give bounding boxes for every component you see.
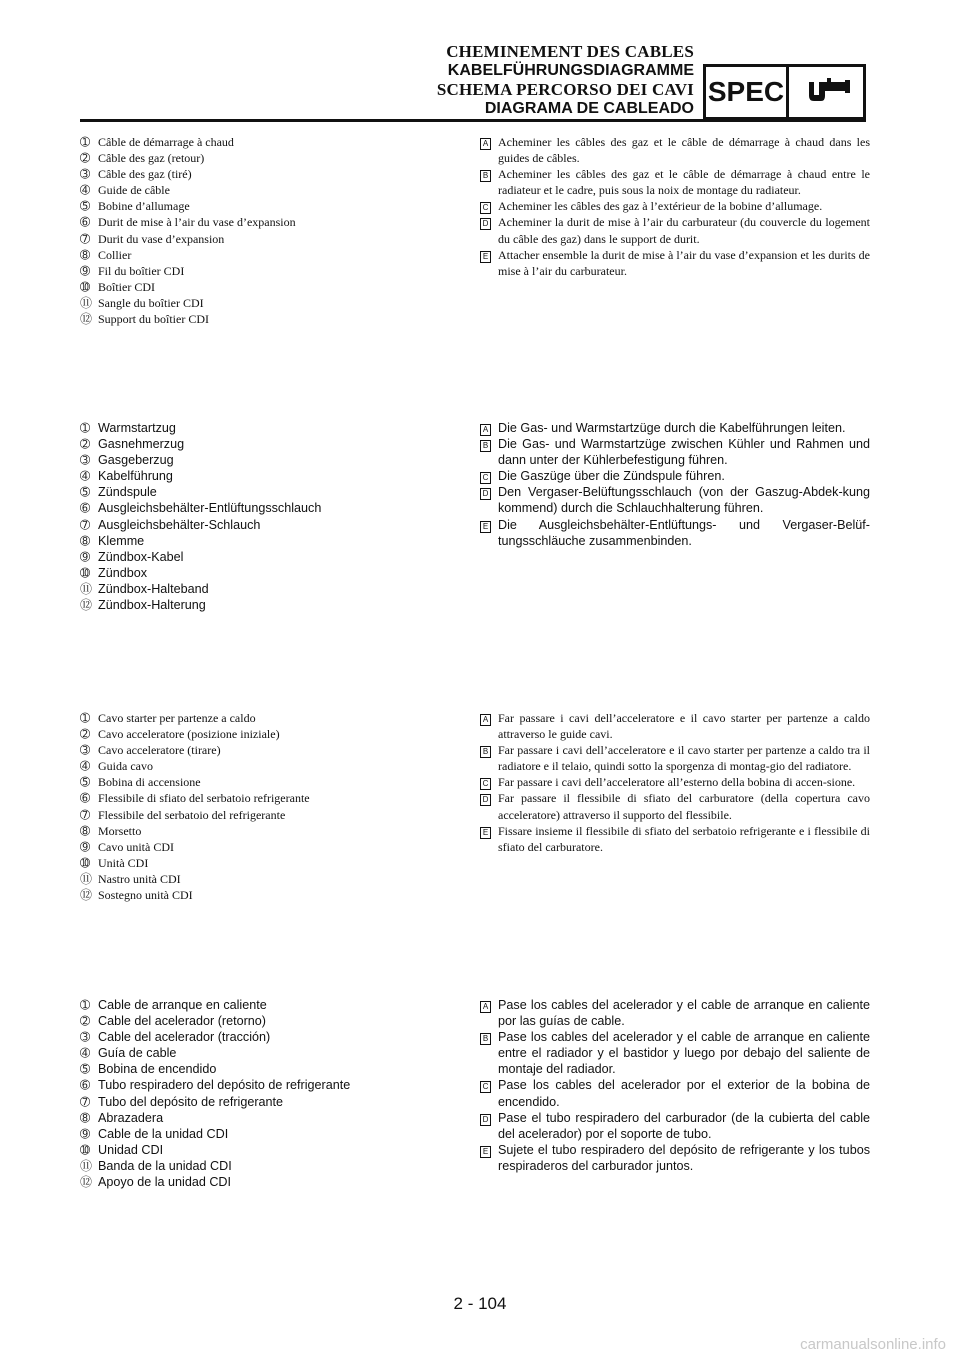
part-item — [80, 549, 460, 565]
routing-notes — [480, 710, 870, 855]
part-item — [80, 807, 460, 823]
part-item — [80, 758, 460, 774]
note-text: Far passare il flessibile di sfiato del carburatore (della copertura cavo acceleratore) attraverso il supporto del flessibile. — [498, 791, 870, 822]
part-item — [80, 1126, 460, 1142]
note-text: Far passare i cavi dell’acceleratore all’esterno della bobina di accen-sione. — [498, 775, 856, 790]
part-number: ➀ — [80, 998, 91, 1012]
part-item — [80, 1174, 460, 1190]
part-item — [80, 263, 460, 279]
note-letter: E — [480, 521, 491, 533]
routing-note — [480, 134, 870, 166]
routing-note — [480, 1110, 870, 1142]
part-label: Gasgeberzug — [98, 453, 174, 468]
part-number: ➆ — [80, 231, 91, 246]
note-letter: C — [480, 202, 491, 214]
part-number: ⑫ — [80, 1175, 93, 1190]
part-item — [80, 823, 460, 839]
part-item — [80, 855, 460, 871]
note-letter: B — [480, 440, 491, 452]
title-italian: SCHEMA PERCORSO DEI CAVI — [436, 80, 694, 99]
part-label: Cable del acelerador (retorno) — [98, 1014, 267, 1029]
note-letter-box — [480, 997, 498, 1029]
part-label: Câble des gaz (retour) — [98, 151, 205, 166]
part-number: ➁ — [80, 1014, 91, 1029]
part-number: ⑪ — [80, 581, 93, 596]
part-label: Flessibile di sfiato del serbatoio refrigerante — [98, 791, 310, 806]
part-item — [80, 1061, 460, 1077]
note-text: Den Vergaser-Belüftungsschlauch (von der Gaszug-Abdek-kung kommend) durch die Schlauchhalterung führen. — [498, 485, 870, 516]
note-text: Die Gaszüge über die Zündspule führen. — [498, 469, 725, 484]
part-item — [80, 1045, 460, 1061]
part-item — [80, 887, 460, 903]
part-item — [80, 214, 460, 230]
part-number: ➅ — [80, 791, 91, 806]
part-label: Flessibile del serbatoio del refrigerante — [98, 807, 286, 822]
note-text: Pase los cables del acelerador por el exterior de la bobina de encendido. — [498, 1078, 870, 1109]
part-item — [80, 150, 460, 166]
note-letter: B — [480, 746, 491, 758]
part-label: Durit de mise à l’air du vase d’expansion — [98, 215, 296, 230]
part-item — [80, 533, 460, 549]
header-rule — [80, 119, 866, 122]
part-number: ➅ — [80, 1078, 91, 1093]
part-label: Cavo starter per partenze a caldo — [98, 711, 256, 725]
part-item — [80, 1110, 460, 1126]
part-label: Unità CDI — [98, 855, 149, 870]
part-item — [80, 790, 460, 806]
part-label: Zündbox — [98, 565, 148, 580]
spec-badge: SPEC — [703, 64, 789, 120]
note-text: Far passare i cavi dell’acceleratore e il cavo starter per partenze a caldo tra il radiatore e il telaio, quindi sotto la sporgenza di montag-gio del radiatore. — [498, 743, 870, 774]
watermark: carmanualsonline.info — [800, 1336, 946, 1353]
note-letter: C — [480, 778, 491, 790]
part-item — [80, 581, 460, 597]
part-number: ⑫ — [80, 888, 93, 903]
part-label: Morsetto — [98, 823, 142, 838]
note-letter: A — [480, 138, 491, 150]
part-label: Cable de arranque en caliente — [98, 998, 267, 1012]
note-letter: D — [480, 794, 491, 806]
part-item — [80, 468, 460, 484]
part-label: Cable de la unidad CDI — [98, 1126, 229, 1141]
routing-note — [480, 247, 870, 279]
part-item — [80, 182, 460, 198]
part-label: Guida cavo — [98, 759, 153, 774]
part-item — [80, 597, 460, 613]
part-label: Fil du boîtier CDI — [98, 263, 185, 278]
part-item — [80, 1077, 460, 1093]
part-item — [80, 231, 460, 247]
part-number: ➃ — [80, 1046, 91, 1061]
note-text: Pase los cables del acelerador y el cable de arranque en caliente por las guías de cable. — [498, 998, 870, 1029]
part-label: Cavo unità CDI — [98, 839, 174, 854]
part-number: ➇ — [80, 533, 91, 548]
part-label: Cavo acceleratore (tirare) — [98, 743, 221, 758]
part-label: Bobine d’allumage — [98, 199, 190, 214]
part-label: Zündspule — [98, 485, 157, 500]
note-text: Pase el tubo respiradero del carburador (de la cubierta del cable del acelerador) por el soporte de tubo. — [498, 1110, 870, 1141]
part-item — [80, 517, 460, 533]
note-letter: E — [480, 251, 491, 263]
part-label: Apoyo de la unidad CDI — [98, 1175, 232, 1190]
part-label: Cable del acelerador (tracción) — [98, 1030, 271, 1045]
parts-list — [80, 134, 460, 327]
part-number: ➃ — [80, 759, 91, 774]
part-number: ➄ — [80, 775, 91, 790]
note-text: Far passare i cavi dell’acceleratore e il cavo starter per partenze a caldo attraverso le guide cavi. — [498, 711, 870, 742]
note-letter-box — [480, 214, 498, 246]
part-label: Zündbox-Halteband — [98, 581, 209, 596]
part-label: Câble des gaz (tiré) — [98, 167, 192, 182]
part-number: ➈ — [80, 549, 91, 564]
part-item — [80, 295, 460, 311]
part-number: ➁ — [80, 437, 91, 452]
note-text: Sujete el tubo respiradero del depósito de refrigerante y los tubos respiraderos del carburador juntos. — [498, 1142, 870, 1173]
part-label: Bobina de encendido — [98, 1062, 217, 1077]
part-number: ➀ — [80, 421, 91, 435]
part-number: ➉ — [80, 279, 91, 294]
part-number: ➈ — [80, 839, 91, 854]
note-letter-box — [480, 484, 498, 516]
part-item — [80, 1013, 460, 1029]
part-item — [80, 1158, 460, 1174]
part-item — [80, 134, 460, 150]
part-label: Zündbox-Halterung — [98, 598, 206, 613]
part-item — [80, 452, 460, 468]
part-item — [80, 1094, 460, 1110]
note-letter-box — [480, 198, 498, 214]
title-spanish: DIAGRAMA DE CABLEADO — [484, 100, 694, 117]
note-letter-box — [480, 247, 498, 279]
routing-notes — [480, 997, 870, 1174]
part-label: Boîtier CDI — [98, 279, 155, 294]
note-text: Die Ausgleichsbehälter-Entlüftungs- und Vergaser-Belüf-tungsschläuche zusammenbinden. — [498, 517, 870, 548]
part-number: ➈ — [80, 263, 91, 278]
caliper-tool-icon — [786, 64, 866, 120]
page-number: 2 - 104 — [453, 1294, 507, 1313]
note-letter: E — [480, 827, 491, 839]
note-letter: B — [480, 170, 491, 182]
note-letter-box — [480, 823, 498, 855]
routing-note — [480, 436, 870, 468]
note-letter-box — [480, 710, 498, 742]
note-letter-box — [480, 790, 498, 822]
routing-note — [480, 1142, 870, 1174]
part-number: ➂ — [80, 167, 91, 182]
title-german: KABELFÜHRUNGSDIAGRAMME — [447, 62, 694, 79]
note-text: Fissare insieme il flessibile di sfiato del serbatoio refrigerante e i flessibile di sfiato del carburatore. — [498, 823, 870, 854]
part-label: Guía de cable — [98, 1046, 177, 1061]
routing-note — [480, 420, 870, 436]
section-titles — [437, 42, 694, 118]
part-number: ➆ — [80, 517, 91, 532]
routing-note — [480, 517, 870, 549]
routing-note — [480, 166, 870, 198]
routing-note — [480, 214, 870, 246]
part-number: ➀ — [80, 711, 91, 725]
part-item — [80, 839, 460, 855]
part-label: Support du boîtier CDI — [98, 312, 209, 327]
note-text: Acheminer les câbles des gaz à l’extérieur de la bobine d’allumage. — [498, 199, 823, 214]
part-label: Abrazadera — [98, 1110, 164, 1125]
part-number: ➅ — [80, 501, 91, 516]
note-letter-box — [480, 1142, 498, 1174]
part-label: Klemme — [98, 533, 145, 548]
part-label: Ausgleichsbehälter-Schlauch — [98, 517, 261, 532]
routing-note — [480, 468, 870, 484]
part-number: ➁ — [80, 151, 91, 166]
note-letter: A — [480, 424, 491, 436]
page-header — [0, 0, 960, 125]
note-letter-box — [480, 166, 498, 198]
note-letter: A — [480, 714, 491, 726]
note-text: Pase los cables del acelerador y el cable de arranque en caliente entre el radiador y el bastidor y luego por debajo del saliente de montaje del radiador. — [498, 1030, 870, 1077]
parts-list — [80, 997, 460, 1190]
routing-notes — [480, 134, 870, 279]
part-item — [80, 279, 460, 295]
note-text: Acheminer la durit de mise à l’air du carburateur (du couvercle du logement du câble des gaz) dans le support de durit. — [498, 215, 870, 246]
routing-note — [480, 823, 870, 855]
part-item — [80, 484, 460, 500]
note-letter: A — [480, 1001, 491, 1013]
part-number: ➀ — [80, 135, 91, 149]
part-item — [80, 1142, 460, 1158]
part-item — [80, 726, 460, 742]
routing-notes — [480, 420, 870, 549]
caliper-tool-icon-graphic — [797, 76, 855, 108]
routing-note — [480, 484, 870, 516]
part-item — [80, 1029, 460, 1045]
note-letter-box — [480, 436, 498, 468]
part-number: ➉ — [80, 855, 91, 870]
note-text: Die Gas- und Warmstartzüge zwischen Kühler und Rahmen und dann unter der Kühlerbefestigung führen. — [498, 437, 870, 468]
part-number: ➇ — [80, 823, 91, 838]
part-label: Gasnehmerzug — [98, 437, 185, 452]
note-letter: D — [480, 218, 491, 230]
part-number: ➃ — [80, 183, 91, 198]
routing-note — [480, 1077, 870, 1109]
part-item — [80, 198, 460, 214]
part-label: Sangle du boîtier CDI — [98, 295, 204, 310]
part-item — [80, 166, 460, 182]
part-item — [80, 742, 460, 758]
part-item — [80, 774, 460, 790]
part-item — [80, 436, 460, 452]
part-item — [80, 500, 460, 516]
part-number: ⑪ — [80, 1158, 93, 1173]
part-label: Cavo acceleratore (posizione iniziale) — [98, 727, 280, 742]
part-item — [80, 420, 460, 436]
part-number: ➅ — [80, 215, 91, 230]
part-label: Câble de démarrage à chaud — [98, 135, 234, 149]
part-item — [80, 997, 460, 1013]
part-label: Banda de la unidad CDI — [98, 1158, 232, 1173]
note-letter-box — [480, 468, 498, 484]
note-letter-box — [480, 134, 498, 166]
part-number: ➉ — [80, 1142, 91, 1157]
part-label: Kabelführung — [98, 469, 173, 484]
note-letter: B — [480, 1033, 491, 1045]
note-text: Acheminer les câbles des gaz et le câble de démarrage à chaud dans les guides de câbles. — [498, 135, 870, 166]
note-text: Attacher ensemble la durit de mise à l’air du vase d’expansion et les durits de mise à l’air du carburateur. — [498, 247, 870, 278]
part-label: Tubo del depósito de refrigerante — [98, 1094, 284, 1109]
part-number: ⑪ — [80, 295, 93, 310]
note-letter-box — [480, 1110, 498, 1142]
part-number: ➆ — [80, 1094, 91, 1109]
part-number: ➂ — [80, 743, 91, 758]
note-letter: D — [480, 1114, 491, 1126]
note-letter-box — [480, 1077, 498, 1109]
part-number: ➈ — [80, 1126, 91, 1141]
note-letter-box — [480, 420, 498, 436]
part-label: Durit du vase d’expansion — [98, 231, 225, 246]
part-number: ➄ — [80, 199, 91, 214]
part-number: ➂ — [80, 1030, 91, 1045]
note-text: Die Gas- und Warmstartzüge durch die Kabelführungen leiten. — [498, 421, 846, 435]
part-label: Guide de câble — [98, 183, 170, 198]
part-item — [80, 565, 460, 581]
part-number: ➇ — [80, 247, 91, 262]
note-letter: D — [480, 488, 491, 500]
title-french: CHEMINEMENT DES CABLES — [446, 42, 694, 61]
part-number: ➆ — [80, 807, 91, 822]
part-number: ⑫ — [80, 312, 93, 327]
routing-note — [480, 774, 870, 790]
parts-list — [80, 710, 460, 903]
part-item — [80, 871, 460, 887]
note-letter: E — [480, 1146, 491, 1158]
note-letter: C — [480, 1081, 491, 1093]
note-letter-box — [480, 1029, 498, 1077]
part-label: Unidad CDI — [98, 1142, 164, 1157]
part-label: Collier — [98, 247, 132, 262]
part-number: ➉ — [80, 565, 91, 580]
routing-note — [480, 742, 870, 774]
part-number: ⑪ — [80, 871, 93, 886]
part-number: ➇ — [80, 1110, 91, 1125]
routing-note — [480, 198, 870, 214]
part-item — [80, 710, 460, 726]
part-item — [80, 247, 460, 263]
parts-list — [80, 420, 460, 613]
routing-note — [480, 710, 870, 742]
note-letter-box — [480, 517, 498, 549]
part-label: Ausgleichsbehälter-Entlüftungsschlauch — [98, 501, 322, 516]
part-label: Warmstartzug — [98, 421, 176, 435]
note-text: Acheminer les câbles des gaz et le câble de démarrage à chaud entre le radiateur et le cadre, puis sous la noix de montage du radiateur. — [498, 167, 870, 198]
part-number: ➄ — [80, 1062, 91, 1077]
part-item — [80, 311, 460, 327]
part-label: Nastro unità CDI — [98, 871, 181, 886]
part-label: Bobina di accensione — [98, 775, 201, 790]
part-number: ➃ — [80, 469, 91, 484]
note-letter-box — [480, 742, 498, 774]
part-label: Tubo respiradero del depósito de refrigerante — [98, 1078, 351, 1093]
part-number: ⑫ — [80, 598, 93, 613]
note-letter: C — [480, 472, 491, 484]
note-letter-box — [480, 774, 498, 790]
part-number: ➄ — [80, 485, 91, 500]
part-number: ➂ — [80, 453, 91, 468]
routing-note — [480, 1029, 870, 1077]
routing-note — [480, 790, 870, 822]
part-number: ➁ — [80, 727, 91, 742]
part-label: Sostegno unità CDI — [98, 888, 193, 903]
part-label: Zündbox-Kabel — [98, 549, 184, 564]
routing-note — [480, 997, 870, 1029]
